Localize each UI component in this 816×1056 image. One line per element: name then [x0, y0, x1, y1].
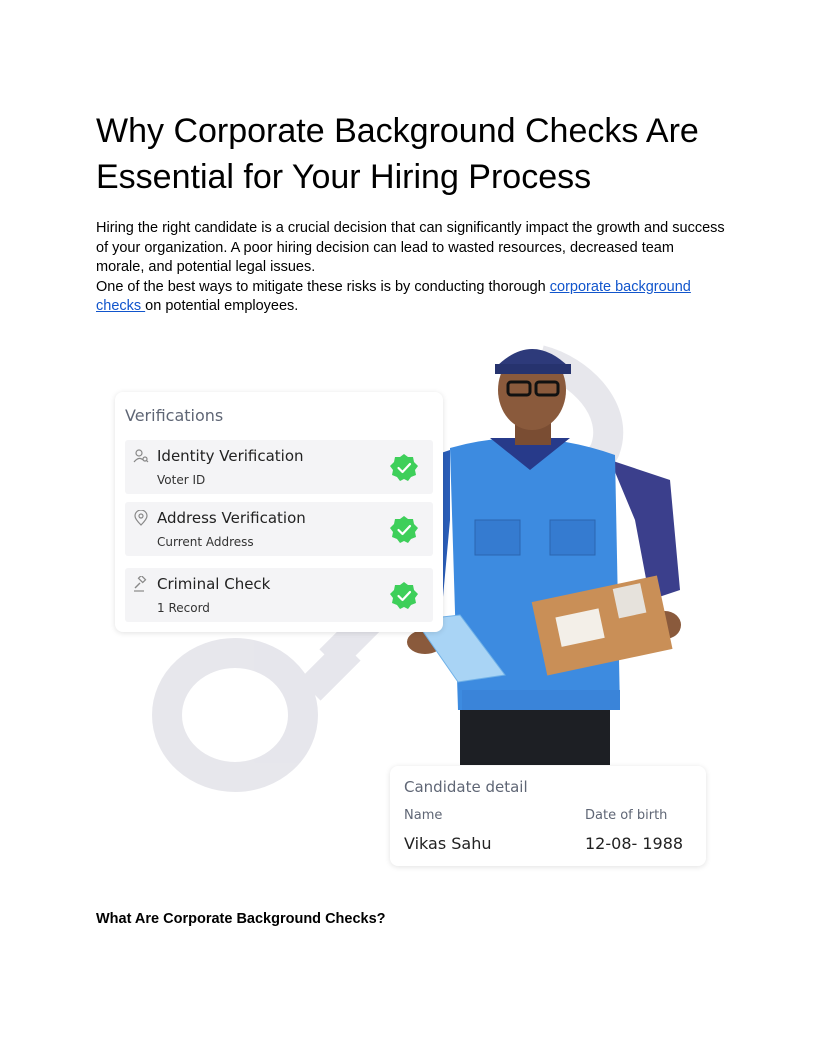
- verified-check-icon: [389, 581, 419, 611]
- verification-name: Address Verification: [157, 509, 306, 527]
- verified-check-icon: [389, 453, 419, 483]
- corporate-background-checks-link[interactable]: corporate background checks: [96, 278, 691, 314]
- user-search-icon: [133, 448, 149, 464]
- dob-value: 12-08- 1988: [585, 834, 684, 853]
- verification-detail: Current Address: [157, 535, 254, 549]
- location-pin-icon: [133, 510, 149, 526]
- page-title: Why Corporate Background Checks Are Essential for Your Hiring Process: [96, 112, 699, 196]
- verification-item: [125, 502, 433, 556]
- verifications-card: [115, 392, 443, 632]
- verification-item: [125, 440, 433, 494]
- name-label: Name: [404, 808, 443, 823]
- intro-text-2-before: One of the best ways to mitigate these risks is by conducting thorough: [96, 278, 550, 295]
- candidate-title: Candidate detail: [404, 778, 528, 796]
- intro-text-1: Hiring the right candidate is a crucial decision that can significantly impact the growth and success of your organization. A poor hiring decision can lead to wasted resources, decreased team morale, and potential legal issues.: [96, 220, 725, 275]
- verifications-title: Verifications: [125, 406, 224, 425]
- intro-text-2: [96, 278, 726, 317]
- verified-check-icon: [389, 515, 419, 545]
- candidate-detail-card: [390, 766, 706, 866]
- gavel-icon: [133, 576, 149, 592]
- verification-detail: 1 Record: [157, 601, 210, 615]
- section-heading: What Are Corporate Background Checks?: [96, 911, 386, 927]
- verification-name: Identity Verification: [157, 447, 304, 465]
- intro-text-2-after: on potential employees.: [145, 298, 299, 314]
- hero-figure: [110, 330, 710, 875]
- verification-item: [125, 568, 433, 622]
- intro-paragraph: [96, 219, 726, 317]
- name-value: Vikas Sahu: [404, 834, 492, 853]
- dob-label: Date of birth: [585, 808, 668, 823]
- verification-name: Criminal Check: [157, 575, 271, 593]
- verification-detail: Voter ID: [157, 473, 206, 487]
